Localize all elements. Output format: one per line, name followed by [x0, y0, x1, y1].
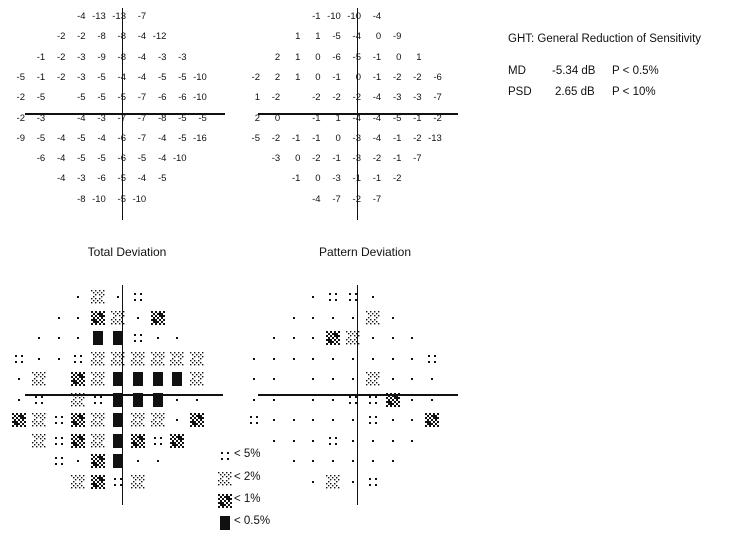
dot-symbol-icon	[346, 434, 360, 448]
dot-symbol-icon	[346, 372, 360, 386]
pattern-deviation-value: -2	[413, 71, 422, 83]
total-deviation-value: -10	[193, 92, 207, 104]
pattern-deviation-value: 1	[295, 31, 301, 43]
legend-label: < 2%	[234, 471, 261, 483]
dot-symbol-icon	[366, 434, 380, 448]
pattern-deviation-value: 1	[254, 92, 260, 104]
pattern-deviation-value: -6	[433, 71, 442, 83]
total-deviation-value: -3	[77, 173, 86, 185]
pattern-deviation-caption: Pattern Deviation	[318, 245, 412, 259]
total-deviation-value: -4	[56, 153, 66, 165]
dot-symbol-icon	[306, 372, 320, 386]
total-deviation-value: -13	[112, 11, 126, 22]
pattern-deviation-value: -4	[372, 132, 382, 144]
total-deviation-value: -4	[157, 153, 167, 165]
dark-checker-symbol-icon	[326, 331, 340, 345]
total-deviation-value: -7	[117, 112, 126, 124]
solid-square-symbol-icon	[218, 516, 232, 530]
total-deviation-value: -8	[97, 31, 106, 43]
dot-symbol-icon	[366, 454, 380, 468]
dot-symbol-icon	[425, 372, 439, 386]
dot-symbol-icon	[306, 393, 320, 407]
dot-symbol-icon	[247, 393, 261, 407]
dot-symbol-icon	[405, 393, 419, 407]
total-deviation-value: -1	[36, 51, 46, 63]
pattern-deviation-value: -3	[392, 92, 402, 104]
total-deviation-value: -5	[77, 153, 86, 165]
light-checker-symbol-icon	[366, 311, 380, 325]
total-deviation-value: -8	[117, 31, 126, 43]
dot-symbol-icon	[346, 352, 360, 366]
dot-symbol-icon	[346, 475, 360, 489]
pattern-deviation-value: 1	[295, 51, 301, 63]
md-label: MD	[508, 65, 526, 77]
dot-symbol-icon	[306, 475, 320, 489]
total-deviation-value: -4	[77, 112, 86, 124]
pattern-deviation-value: -5	[352, 51, 361, 63]
dots-symbol-icon	[326, 290, 340, 304]
dot-symbol-icon	[386, 311, 400, 325]
light-checker-symbol-icon	[218, 472, 232, 486]
dot-symbol-icon	[267, 352, 281, 366]
total-deviation-value: -4	[137, 173, 147, 185]
total-deviation-value: -1	[36, 71, 46, 83]
dot-symbol-icon	[326, 372, 340, 386]
dot-symbol-icon	[386, 352, 400, 366]
pattern-deviation-value: 1	[315, 31, 321, 43]
md-value: -5.34 dB	[552, 65, 596, 77]
total-deviation-value: -5	[97, 153, 106, 165]
pattern-deviation-value: -7	[413, 153, 422, 165]
total-deviation-value: -5	[16, 71, 25, 83]
total-deviation-value: -7	[137, 92, 147, 104]
total-deviation-value: -4	[117, 71, 126, 83]
md-probability: P < 0.5%	[612, 65, 659, 77]
pattern-deviation-value: -1	[392, 153, 402, 165]
ght-result: GHT: General Reduction of Sensitivity	[508, 33, 702, 45]
pattern-deviation-value: -7	[372, 193, 382, 205]
total-deviation-value: -5	[77, 132, 86, 144]
dot-symbol-icon	[306, 290, 320, 304]
light-checker-symbol-icon	[346, 331, 360, 345]
pattern-deviation-value: 0	[295, 153, 301, 165]
dot-symbol-icon	[287, 434, 301, 448]
pattern-deviation-value: 0	[315, 71, 321, 83]
legend-label: < 5%	[234, 448, 261, 460]
total-deviation-value: -10	[92, 193, 106, 205]
pattern-deviation-value: -1	[332, 153, 341, 165]
dot-symbol-icon	[366, 331, 380, 345]
pattern-deviation-value: -7	[332, 193, 341, 205]
dot-symbol-icon	[306, 331, 320, 345]
pattern-deviation-value: -1	[291, 132, 301, 144]
dot-symbol-icon	[405, 434, 419, 448]
total-deviation-value: -6	[36, 153, 46, 165]
total-deviation-value: -6	[117, 153, 126, 165]
dot-symbol-icon	[386, 372, 400, 386]
dot-symbol-icon	[267, 331, 281, 345]
total-deviation-value: -5	[117, 173, 126, 185]
total-deviation-value: -8	[157, 112, 167, 124]
dots-symbol-icon	[218, 449, 232, 463]
dark-checker-symbol-icon	[218, 494, 232, 508]
pattern-deviation-value: -1	[392, 132, 402, 144]
total-deviation-value: -3	[36, 112, 46, 124]
total-deviation-value: -2	[77, 31, 86, 43]
dot-symbol-icon	[287, 311, 301, 325]
pattern-deviation-value: 2	[254, 112, 260, 124]
dot-symbol-icon	[326, 454, 340, 468]
total-deviation-value: -4	[137, 51, 147, 63]
dots-symbol-icon	[346, 290, 360, 304]
pattern-deviation-value: -4	[372, 112, 382, 124]
dot-symbol-icon	[306, 434, 320, 448]
dots-symbol-icon	[247, 413, 261, 427]
total-deviation-value: -5	[178, 112, 187, 124]
dot-symbol-icon	[326, 413, 340, 427]
pattern-deviation-value: -1	[372, 173, 382, 185]
dot-symbol-icon	[287, 454, 301, 468]
total-deviation-value: -5	[157, 71, 167, 83]
total-deviation-value: -8	[77, 193, 86, 205]
pattern-deviation-value: -4	[372, 92, 382, 104]
total-deviation-value: -10	[193, 71, 207, 83]
dot-symbol-icon	[326, 393, 340, 407]
pattern-deviation-value: 0	[315, 173, 321, 185]
dot-symbol-icon	[287, 331, 301, 345]
total-deviation-value: -16	[193, 132, 207, 144]
total-deviation-value: -4	[137, 71, 147, 83]
total-deviation-value: -9	[16, 132, 25, 144]
dot-symbol-icon	[306, 413, 320, 427]
total-deviation-value: -5	[198, 112, 207, 124]
pattern-deviation-value: -1	[352, 173, 361, 185]
pattern-deviation-value: 0	[396, 51, 402, 63]
dot-symbol-icon	[405, 331, 419, 345]
pattern-deviation-value: -3	[352, 153, 361, 165]
pattern-deviation-value: 1	[295, 71, 301, 83]
psd-value: 2.65 dB	[555, 86, 595, 98]
pattern-deviation-value: -2	[352, 193, 361, 205]
legend-label: < 0.5%	[234, 515, 271, 527]
pattern-deviation-value: -4	[312, 193, 321, 205]
pattern-deviation-value: -10	[327, 11, 341, 22]
total-deviation-value: -5	[36, 92, 46, 104]
dots-symbol-icon	[326, 434, 340, 448]
dark-checker-symbol-icon	[386, 393, 400, 407]
total-deviation-value: -6	[117, 132, 126, 144]
total-deviation-value: -10	[172, 153, 187, 165]
pattern-deviation-value: -6	[332, 51, 341, 63]
dot-symbol-icon	[287, 352, 301, 366]
total-deviation-value: -6	[157, 92, 167, 104]
pattern-deviation-value: 2	[274, 71, 281, 83]
pattern-deviation-value: -2	[352, 92, 361, 104]
pattern-deviation-value: -2	[312, 153, 321, 165]
dot-symbol-icon	[326, 352, 340, 366]
dot-symbol-icon	[386, 331, 400, 345]
dot-symbol-icon	[346, 454, 360, 468]
total-deviation-value: -7	[137, 11, 147, 22]
dot-symbol-icon	[306, 352, 320, 366]
total-deviation-value: -6	[97, 173, 106, 185]
pattern-deviation-value: -4	[372, 11, 382, 22]
pattern-deviation-value: -3	[352, 132, 361, 144]
dot-symbol-icon	[386, 434, 400, 448]
dot-symbol-icon	[425, 393, 439, 407]
total-deviation-value: -12	[152, 31, 167, 43]
total-deviation-value: -4	[137, 31, 147, 43]
dot-symbol-icon	[386, 413, 400, 427]
total-deviation-value: -5	[36, 132, 46, 144]
pattern-deviation-value: 0	[355, 71, 361, 83]
dot-symbol-icon	[306, 454, 320, 468]
total-deviation-value: -2	[56, 31, 66, 43]
pattern-deviation-value: -2	[271, 92, 281, 104]
pattern-deviation-value: -5	[392, 112, 402, 124]
dot-symbol-icon	[247, 352, 261, 366]
total-deviation-value: -5	[178, 71, 187, 83]
pattern-deviation-value: 0	[315, 51, 321, 63]
pattern-deviation-value: -3	[271, 153, 281, 165]
psd-probability: P < 10%	[612, 86, 656, 98]
pattern-deviation-value: -1	[372, 51, 382, 63]
pattern-deviation-value: 0	[274, 112, 281, 124]
pattern-deviation-value: -2	[433, 112, 442, 124]
total-deviation-value: -5	[137, 153, 147, 165]
dot-symbol-icon	[247, 372, 261, 386]
total-deviation-value: -3	[77, 71, 86, 83]
pattern-deviation-value: -2	[312, 92, 321, 104]
total-deviation-value: -5	[178, 132, 187, 144]
pattern-deviation-value: -2	[271, 132, 281, 144]
dot-symbol-icon	[306, 311, 320, 325]
pattern-deviation-value: -2	[372, 153, 382, 165]
pattern-deviation-value: -5	[332, 31, 341, 43]
pattern-deviation-value: -13	[428, 132, 442, 144]
total-deviation-value: -7	[137, 132, 147, 144]
dot-symbol-icon	[366, 290, 380, 304]
dot-symbol-icon	[405, 413, 419, 427]
total-deviation-value: -2	[56, 71, 66, 83]
pattern-deviation-value: -1	[413, 112, 422, 124]
dots-symbol-icon	[346, 393, 360, 407]
light-checker-symbol-icon	[326, 475, 340, 489]
total-deviation-value: -5	[117, 92, 126, 104]
total-deviation-value: -3	[77, 51, 86, 63]
total-deviation-value: -8	[117, 51, 126, 63]
dot-symbol-icon	[326, 311, 340, 325]
pattern-deviation-value: -4	[352, 31, 361, 43]
total-deviation-value: -4	[56, 173, 66, 185]
dots-symbol-icon	[366, 413, 380, 427]
pattern-deviation-value: 0	[335, 132, 341, 144]
dark-checker-symbol-icon	[425, 413, 439, 427]
pattern-deviation-value: -1	[312, 11, 321, 22]
pattern-deviation-value: -10	[347, 11, 361, 22]
light-checker-symbol-icon	[366, 372, 380, 386]
dot-symbol-icon	[346, 413, 360, 427]
total-deviation-value: -3	[97, 112, 106, 124]
total-deviation-value: -3	[178, 51, 187, 63]
total-deviation-value: -5	[97, 92, 106, 104]
total-deviation-value: -5	[77, 92, 86, 104]
total-deviation-caption: Total Deviation	[87, 245, 167, 259]
pattern-deviation-value: -2	[413, 132, 422, 144]
total-deviation-value: -10	[132, 193, 147, 205]
total-deviation-value: -4	[77, 11, 86, 22]
dot-symbol-icon	[267, 413, 281, 427]
total-deviation-value: -4	[157, 132, 167, 144]
pattern-deviation-value: -1	[332, 71, 341, 83]
psd-label: PSD	[508, 86, 532, 98]
pattern-deviation-value: 1	[416, 51, 422, 63]
total-deviation-value: -2	[56, 51, 66, 63]
legend-label: < 1%	[234, 493, 261, 505]
pattern-deviation-value: -3	[413, 92, 422, 104]
pattern-deviation-value: -5	[251, 132, 260, 144]
total-deviation-value: -2	[16, 92, 25, 104]
pattern-deviation-value: -2	[251, 71, 260, 83]
dot-symbol-icon	[405, 352, 419, 366]
pattern-deviation-value: -3	[332, 173, 341, 185]
pattern-deviation-value: -4	[352, 112, 361, 124]
dots-symbol-icon	[425, 352, 439, 366]
total-deviation-value: -9	[97, 51, 106, 63]
pattern-deviation-value: -1	[312, 132, 321, 144]
pattern-deviation-value: -7	[433, 92, 442, 104]
total-deviation-value: -5	[117, 193, 126, 205]
dot-symbol-icon	[366, 352, 380, 366]
pattern-deviation-value: -2	[392, 71, 402, 83]
total-deviation-value: -4	[97, 132, 106, 144]
total-deviation-value: -13	[92, 11, 106, 22]
dot-symbol-icon	[267, 434, 281, 448]
dot-symbol-icon	[405, 372, 419, 386]
dot-symbol-icon	[386, 454, 400, 468]
total-deviation-value: -3	[157, 51, 167, 63]
total-deviation-value: -5	[157, 173, 167, 185]
pattern-deviation-value: -1	[291, 173, 301, 185]
total-deviation-value: -4	[56, 132, 66, 144]
pattern-deviation-value: 2	[274, 51, 281, 63]
dots-symbol-icon	[366, 393, 380, 407]
pattern-deviation-value: -2	[392, 173, 402, 185]
dot-symbol-icon	[267, 372, 281, 386]
total-deviation-value: -5	[97, 71, 106, 83]
pattern-deviation-value: -1	[312, 112, 321, 124]
pattern-deviation-value: 1	[335, 112, 341, 124]
total-deviation-value: -7	[137, 112, 147, 124]
dot-symbol-icon	[267, 393, 281, 407]
dot-symbol-icon	[287, 413, 301, 427]
dot-symbol-icon	[346, 311, 360, 325]
total-deviation-value: -2	[16, 112, 25, 124]
total-deviation-value: -6	[178, 92, 187, 104]
pattern-deviation-value: -1	[372, 71, 382, 83]
pattern-deviation-value: -2	[332, 92, 341, 104]
pattern-deviation-value: 0	[375, 31, 382, 43]
pattern-deviation-value: -9	[392, 31, 402, 43]
dots-symbol-icon	[366, 475, 380, 489]
